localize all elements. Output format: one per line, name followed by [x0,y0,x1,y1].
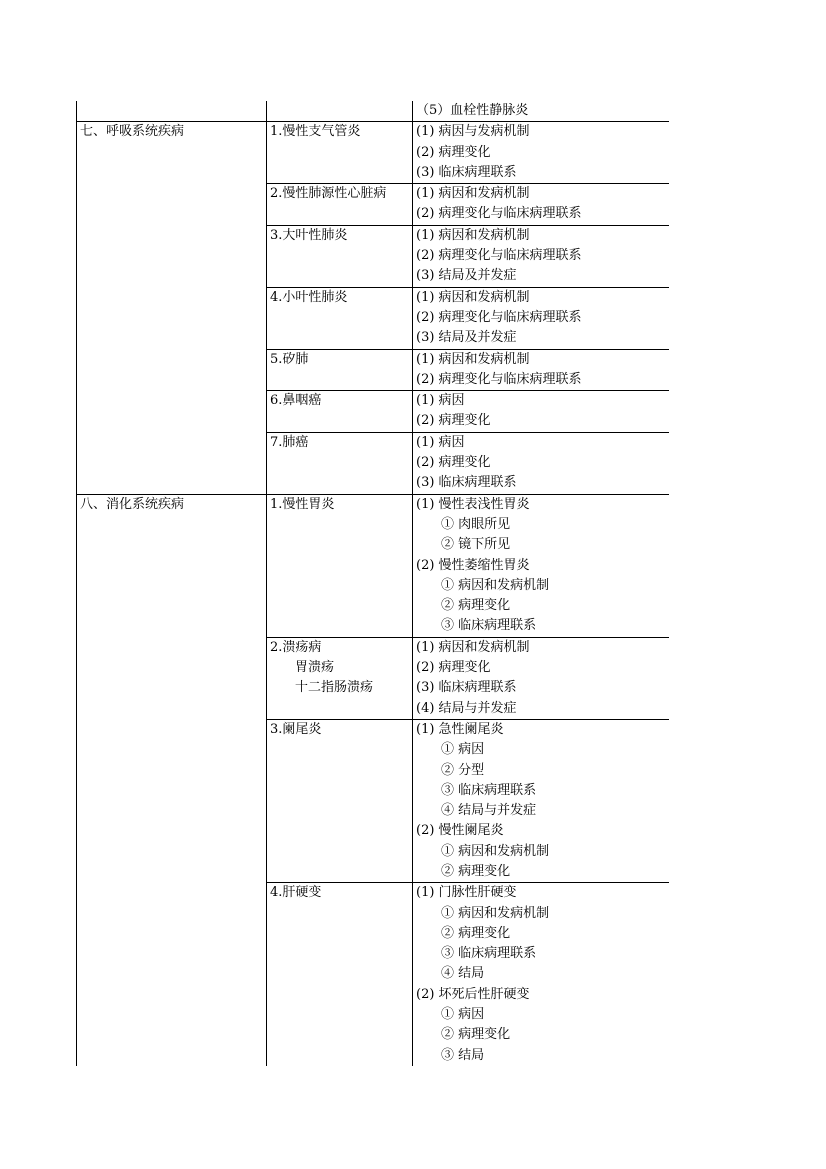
system-cell [77,287,267,349]
table-row [77,432,669,494]
system-cell [77,225,267,287]
subpoint-item: ② 病理变化 [441,863,511,879]
topic-cell [267,494,413,637]
table-row [77,287,669,349]
topic-title: 1.慢性胃炎 [270,496,335,512]
subpoint-item: ② 分型 [441,762,485,778]
subpoint-item: ③ 临床病理联系 [441,946,537,962]
subpoint-item: ② 镜下所见 [441,537,511,553]
system-cell [77,719,267,882]
point-item: (2) 病理变化与临床病理联系 [416,371,582,387]
subpoint-item: ① 病因 [441,742,485,758]
points-cell [413,225,669,287]
points-cell [413,287,669,349]
topic-cell [267,391,413,433]
point-item: (1) 慢性表浅性胃炎 [416,496,530,512]
subpoint-item: ④ 结局与并发症 [441,803,537,819]
point-item: (2) 病理变化 [416,144,491,160]
topic-title: 7.肺癌 [270,434,309,450]
subpoint-item: ③ 临床病理联系 [441,782,537,798]
topic-title: 4.肝硬变 [270,885,322,901]
point-item: (2) 病理变化 [416,660,491,676]
point-item: (1) 病因与发病机制 [416,124,530,140]
points-cell [413,719,669,882]
table-row [77,184,669,226]
point-item: (1) 病因 [416,393,465,409]
topic-subtype: 十二指肠溃疡 [295,680,374,696]
topic-title: 4.小叶性肺炎 [270,289,348,305]
table-row [77,883,669,1066]
table-row [77,494,669,637]
point-item: (1) 病因和发病机制 [416,227,530,243]
system-cell [77,184,267,226]
point-item: (2) 病理变化 [416,413,491,429]
point-item: (2) 病理变化与临床病理联系 [416,248,582,264]
point-item: (2) 病理变化与临床病理联系 [416,206,582,222]
topic-cell [267,184,413,226]
system-cell [77,432,267,494]
topic-cell [267,637,413,719]
system-cell [77,494,267,637]
topic-subtype: 胃溃疡 [295,660,335,676]
point-item: (2) 慢性萎缩性胃炎 [416,557,530,573]
system-cell [77,122,267,184]
point-item: (1) 急性阑尾炎 [416,721,504,737]
points-cell [413,883,669,1066]
point-item: (3) 临床病理联系 [416,680,517,696]
topic-title: 2.溃疡病 [270,639,322,655]
system-cell [77,101,267,122]
points-cell [413,494,669,637]
points-cell [413,432,669,494]
point-item: (1) 病因 [416,434,465,450]
point-item: (3) 结局及并发症 [416,268,517,284]
points-cell [413,184,669,226]
table-row [77,391,669,433]
point-item: (2) 病理变化与临床病理联系 [416,309,582,325]
subpoint-item: ③ 临床病理联系 [441,618,537,634]
subpoint-item: ④ 结局 [441,966,485,982]
point-item: (3) 临床病理联系 [416,475,517,491]
topic-cell [267,883,413,1066]
topic-title: 2.慢性肺源性心脏病 [270,186,387,202]
table-row [77,122,669,184]
table-row [77,101,669,122]
system-cell [77,349,267,391]
topic-title: 3.阑尾炎 [270,721,322,737]
table-row [77,349,669,391]
point-item: (2) 坏死后性肝硬变 [416,986,530,1002]
point-item: (3) 结局及并发症 [416,330,517,346]
syllabus-table-body [77,101,669,1066]
points-cell [413,637,669,719]
point-item: (1) 病因和发病机制 [416,639,530,655]
topic-title: 5.矽肺 [270,351,309,367]
points-cell [413,391,669,433]
topic-title: 3.大叶性肺炎 [270,227,348,243]
subpoint-item: ① 病因和发病机制 [441,577,550,593]
system-title: 七、呼吸系统疾病 [80,124,185,140]
points-cell [413,122,669,184]
subpoint-item: ② 病理变化 [441,598,511,614]
system-cell [77,637,267,719]
point-item: (3) 临床病理联系 [416,164,517,180]
subpoint-item: ① 病因和发病机制 [441,905,550,921]
subpoint-item: ① 病因和发病机制 [441,843,550,859]
topic-cell [267,101,413,122]
system-cell [77,883,267,1066]
point-item: (1) 病因和发病机制 [416,289,530,305]
subpoint-item: ① 病因 [441,1007,485,1023]
topic-cell [267,349,413,391]
topic-cell [267,287,413,349]
point-item: (2) 病理变化 [416,455,491,471]
subpoint-item: ① 肉眼所见 [441,516,511,532]
point-item: (1) 病因和发病机制 [416,351,530,367]
topic-cell [267,122,413,184]
topic-cell [267,432,413,494]
topic-cell [267,719,413,882]
table-row [77,225,669,287]
topic-cell [267,225,413,287]
point-item: （5）血栓性静脉炎 [416,103,529,118]
point-item: (1) 病因和发病机制 [416,186,530,202]
topic-title: 6.鼻咽癌 [270,393,322,409]
subpoint-item: ③ 结局 [441,1047,485,1063]
topic-title: 1.慢性支气管炎 [270,124,361,140]
points-cell [413,349,669,391]
subpoint-item: ② 病理变化 [441,925,511,941]
table-row [77,637,669,719]
point-item: (1) 门脉性肝硬变 [416,885,517,901]
table-row [77,719,669,882]
syllabus-table [76,101,669,1066]
point-item: (2) 慢性阑尾炎 [416,823,504,839]
system-title: 八、消化系统疾病 [80,496,185,512]
points-cell [413,101,669,122]
subpoint-item: ② 病理变化 [441,1027,511,1043]
point-item: (4) 结局与并发症 [416,700,517,716]
system-cell [77,391,267,433]
